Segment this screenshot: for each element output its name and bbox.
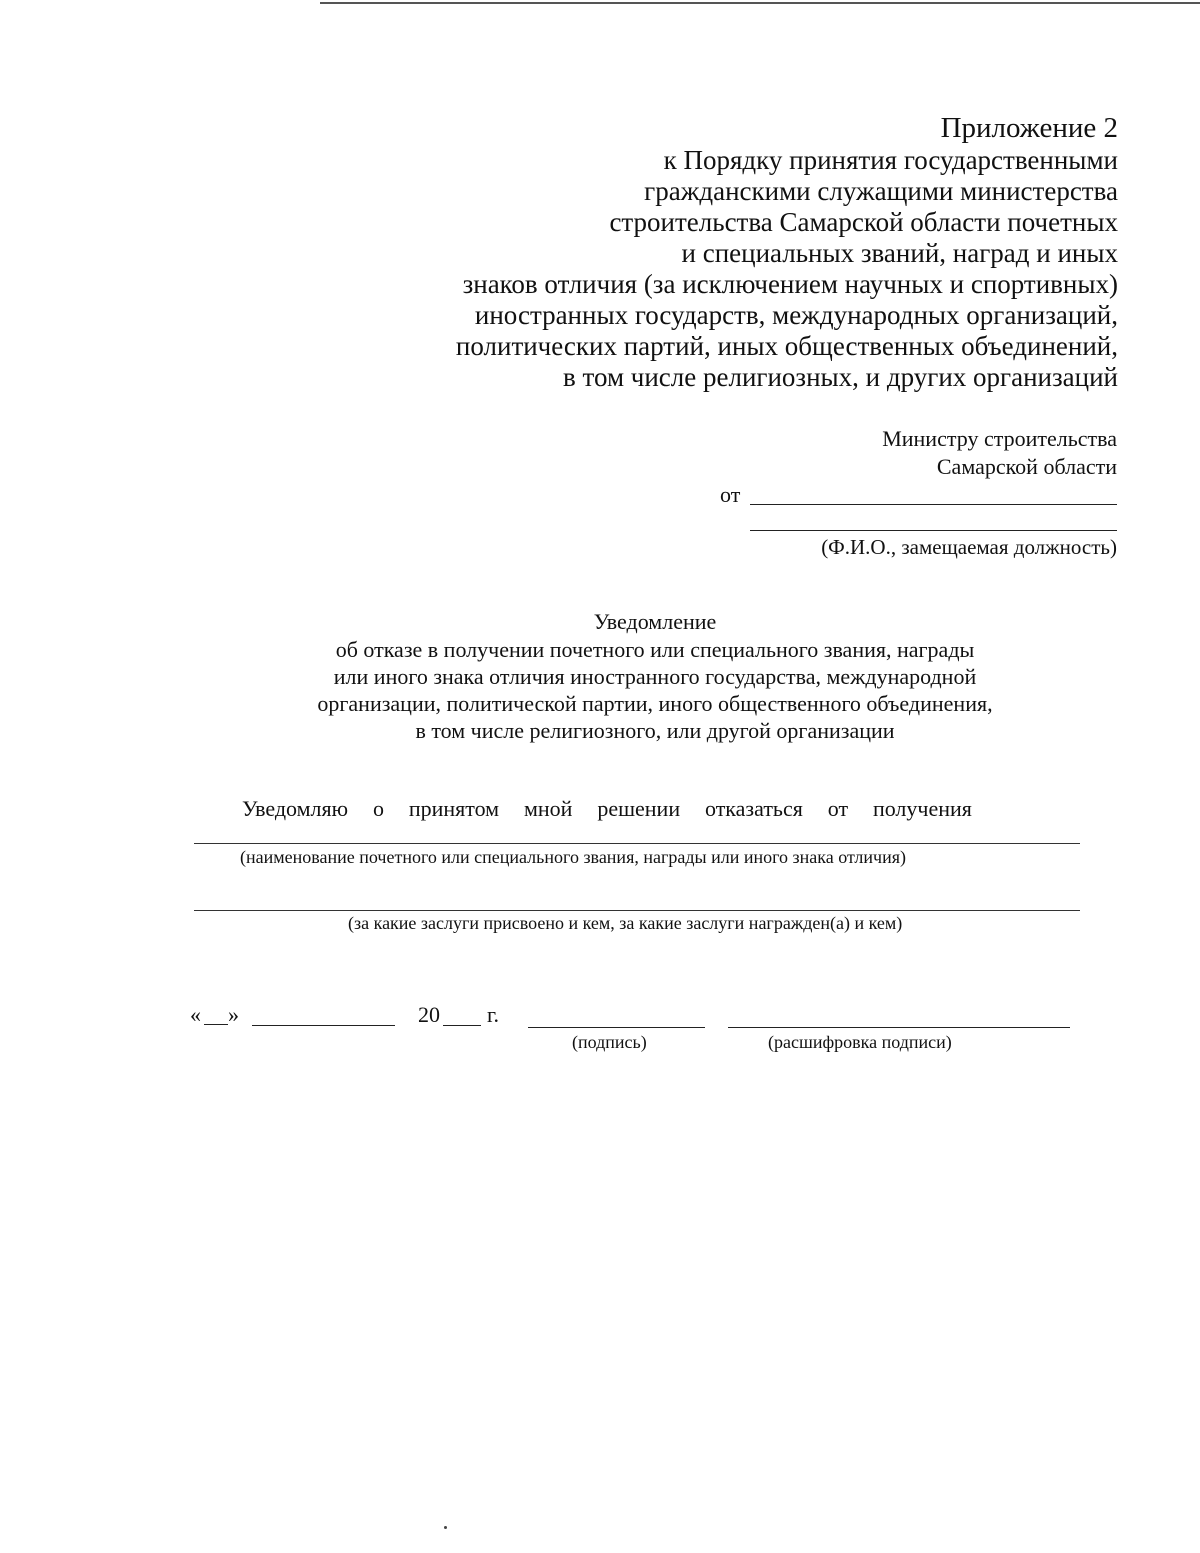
signature-field[interactable] xyxy=(528,1027,705,1028)
appendix-line: и специальных званий, наград и иных xyxy=(681,238,1118,268)
date-open-quote: « xyxy=(190,1002,201,1027)
scan-speck xyxy=(444,1526,447,1529)
addressee-line: Самарской области xyxy=(936,454,1117,479)
award-name-field[interactable] xyxy=(194,843,1080,844)
from-label: от xyxy=(720,482,741,507)
appendix-title: Приложение 2 xyxy=(940,112,1118,144)
appendix-line: иностранных государств, международных организаций, xyxy=(474,300,1118,330)
date-year-field[interactable] xyxy=(443,1025,481,1026)
notice-line: или иного знака отличия иностранного государства, международной xyxy=(333,664,977,689)
notice-line: организации, политической партии, иного общественного объединения, xyxy=(317,691,993,716)
merits-caption: (за какие заслуги присвоено и кем, за какие заслуги награжден(а) и кем) xyxy=(348,913,903,933)
statement-word: от xyxy=(827,796,849,821)
statement-word: о xyxy=(372,796,384,821)
statement-word: получения xyxy=(872,796,972,821)
date-year-prefix: 20 xyxy=(418,1002,440,1027)
statement-word: принятом xyxy=(408,796,500,821)
award-name-caption: (наименование почетного или специального звания, награды или иного знака отличия) xyxy=(240,847,906,867)
date-year-suffix: г. xyxy=(487,1002,500,1027)
from-row xyxy=(720,482,1118,508)
from-name-field[interactable] xyxy=(750,504,1117,505)
notice-subtitle xyxy=(200,636,1110,744)
appendix-header xyxy=(358,112,1118,393)
appendix-line: в том числе религиозных, и других организаций xyxy=(563,362,1118,392)
addressee-block xyxy=(617,425,1117,481)
notice-title: Уведомление xyxy=(593,609,717,634)
appendix-line: к Порядку принятия государственными xyxy=(663,145,1118,175)
fio-caption: (Ф.И.О., замещаемая должность) xyxy=(821,535,1117,559)
from-position-field[interactable] xyxy=(750,530,1117,531)
date-day-field[interactable] xyxy=(204,1024,228,1025)
notice-line: об отказе в получении почетного или специального звания, награды xyxy=(335,637,975,662)
scan-edge-line xyxy=(320,2,1200,4)
appendix-line: гражданскими служащими министерства xyxy=(644,176,1118,206)
statement-text xyxy=(242,796,972,822)
notice-line: в том числе религиозного, или другой организации xyxy=(415,718,895,743)
date-month-field[interactable] xyxy=(252,1025,395,1026)
statement-word: Уведомляю xyxy=(242,796,349,821)
statement-word: решении xyxy=(597,796,681,821)
appendix-line: строительства Самарской области почетных xyxy=(609,207,1118,237)
date-close-quote: » xyxy=(228,1002,239,1027)
appendix-line: политических партий, иных общественных объединений, xyxy=(455,331,1118,361)
appendix-line: знаков отличия (за исключением научных и спортивных) xyxy=(462,269,1118,299)
addressee-line: Министру строительства xyxy=(882,426,1117,451)
signature-decoding-field[interactable] xyxy=(728,1027,1070,1028)
signature-decoding-caption: (расшифровка подписи) xyxy=(768,1032,952,1052)
signature-caption: (подпись) xyxy=(572,1032,647,1052)
statement-word: мной xyxy=(523,796,573,821)
merits-field[interactable] xyxy=(194,910,1080,911)
statement-word: отказаться xyxy=(704,796,803,821)
